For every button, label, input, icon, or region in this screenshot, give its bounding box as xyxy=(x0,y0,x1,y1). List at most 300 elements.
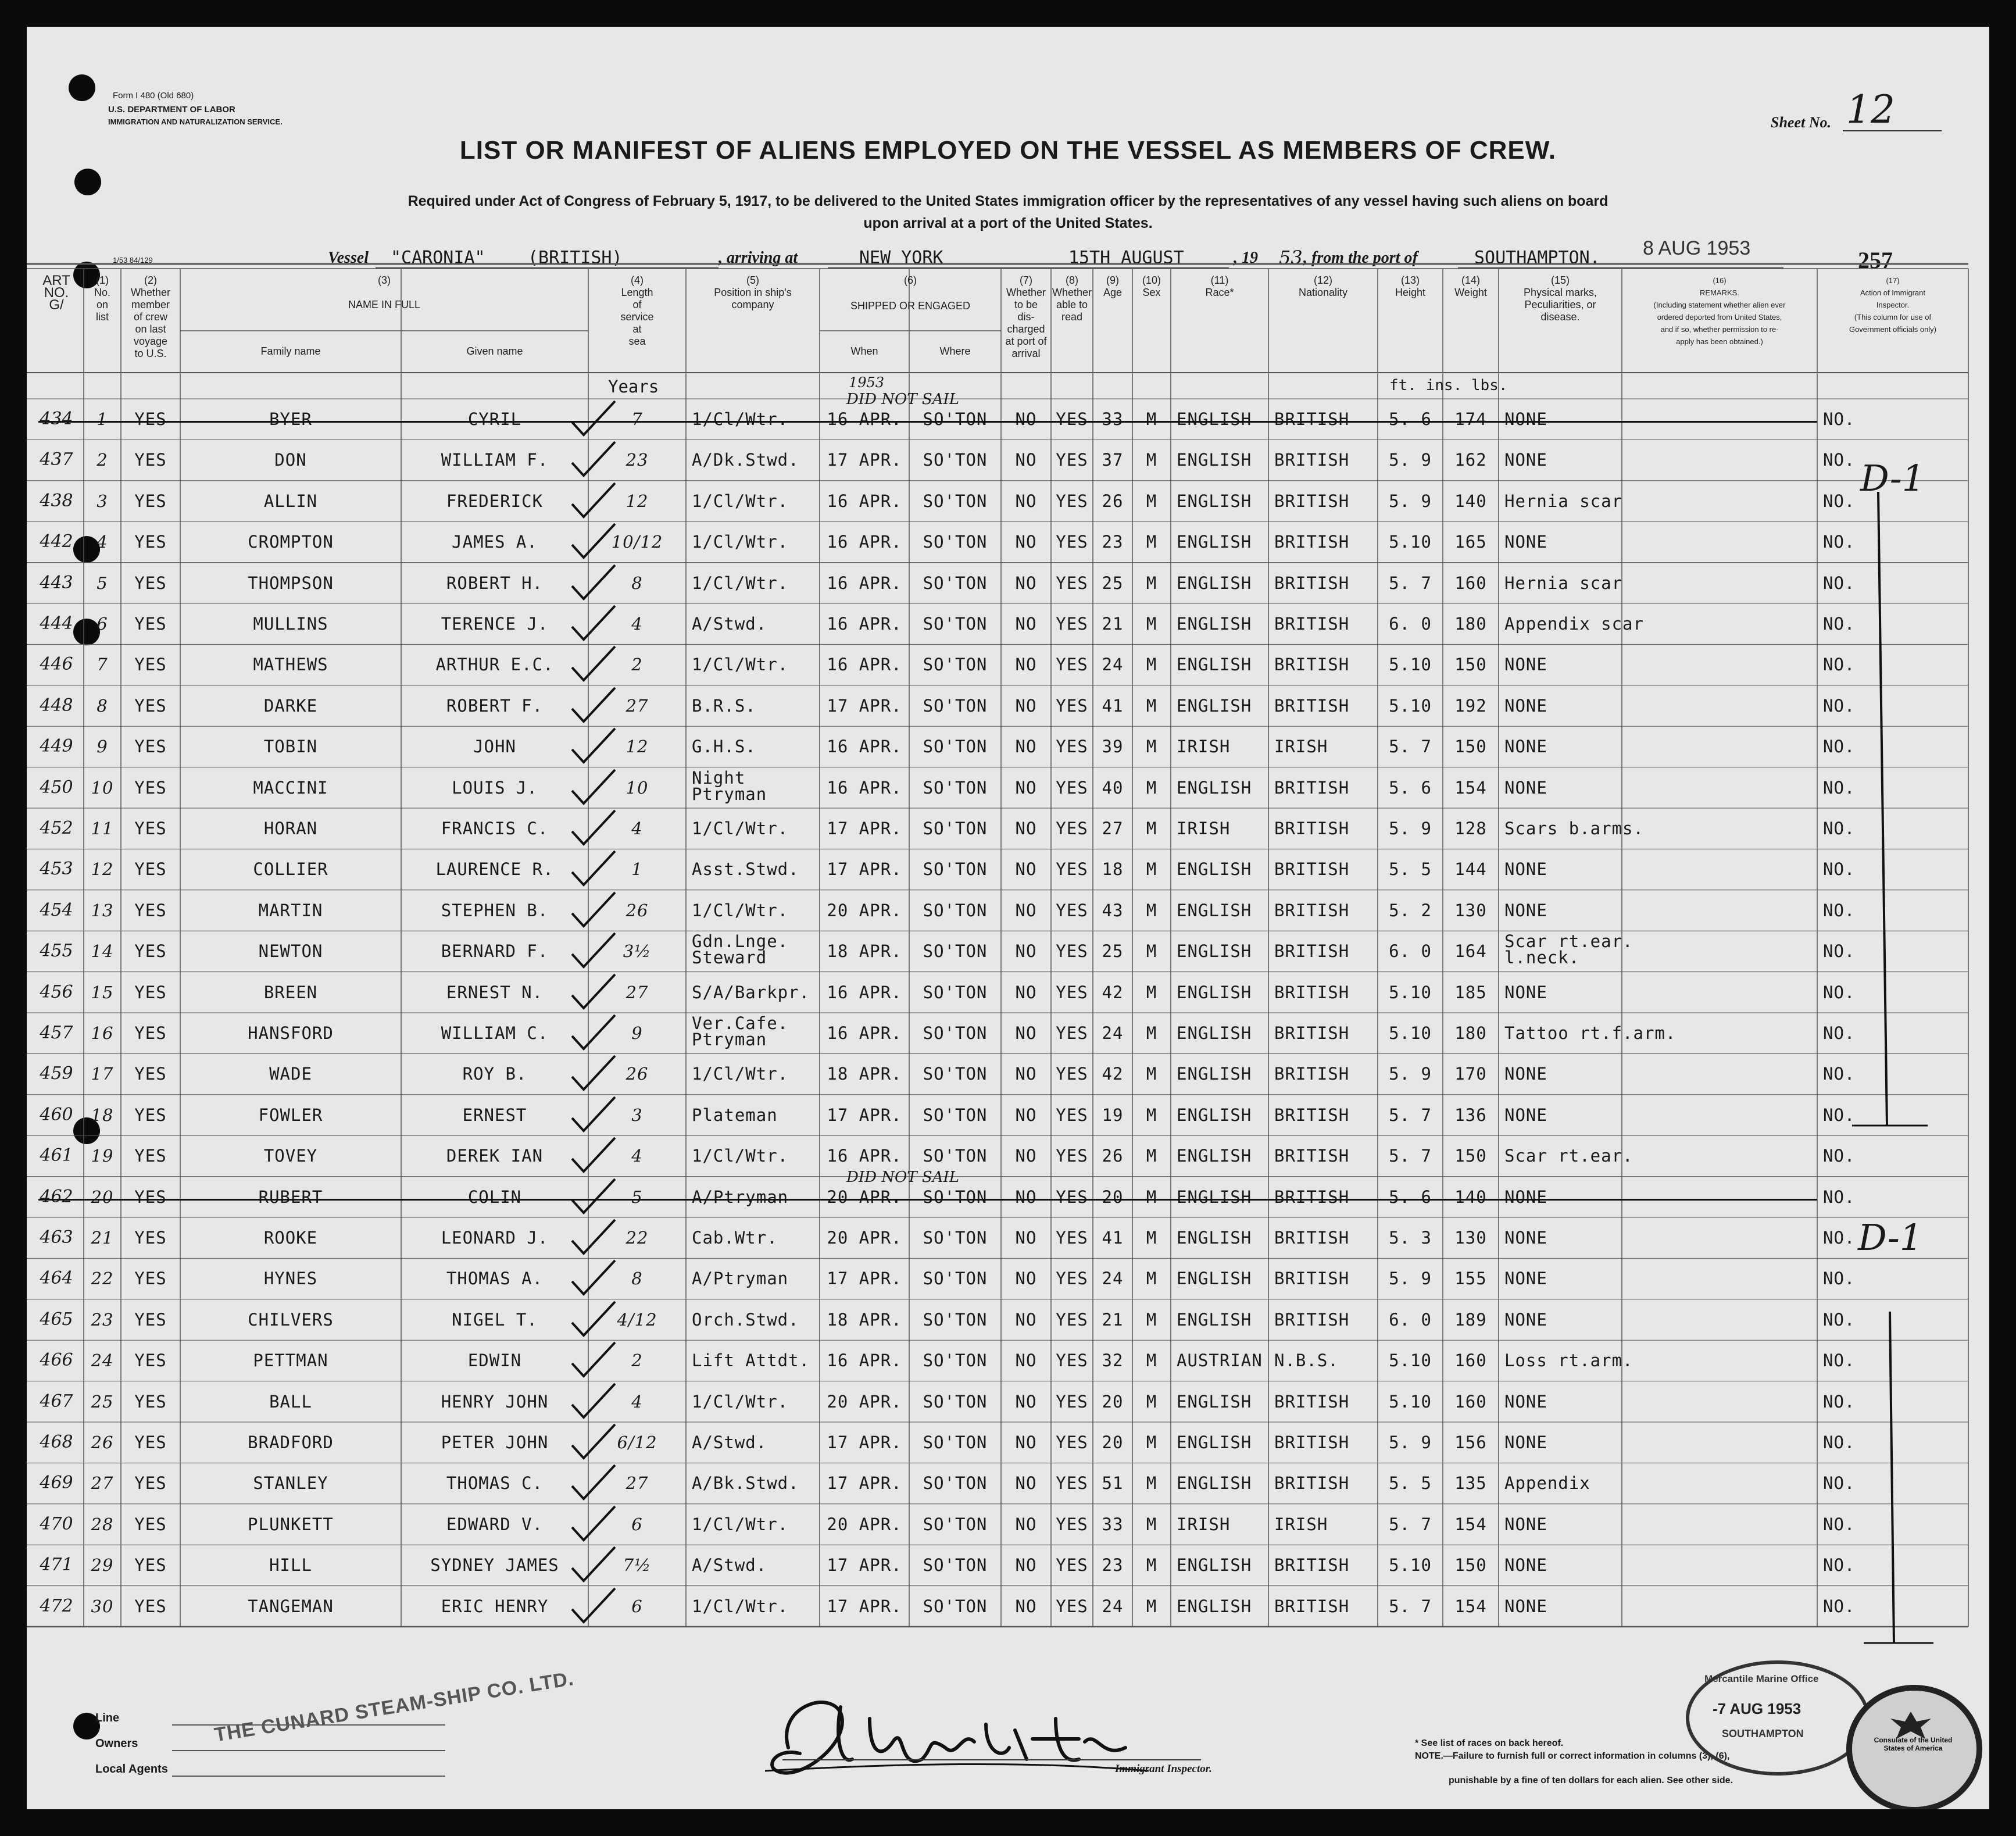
given-name: CYRIL xyxy=(467,409,522,429)
shipped-where: SO'TON xyxy=(923,1269,988,1289)
list-number: 17 xyxy=(91,1064,114,1084)
able-to-read: YES xyxy=(1056,573,1088,593)
arrival-date: 15TH AUGUST xyxy=(1068,248,1184,268)
table-row xyxy=(27,1340,1968,1381)
height: 5. 9 xyxy=(1389,819,1432,838)
family-name: THOMPSON xyxy=(248,573,334,593)
able-to-read: YES xyxy=(1056,1391,1088,1412)
eagle-icon xyxy=(1885,1707,1937,1742)
weight: 154 xyxy=(1454,777,1487,798)
position: Gdn.Lnge. Steward xyxy=(692,931,789,968)
given-name: ROBERT H. xyxy=(446,573,544,593)
able-to-read: YES xyxy=(1056,1514,1088,1534)
shipped-when: 18 APR. xyxy=(827,1309,902,1330)
weight: 128 xyxy=(1454,819,1487,838)
position: A/Stwd. xyxy=(692,1555,767,1576)
length-of-service: 23 xyxy=(625,450,649,470)
art-number: 456 xyxy=(40,981,73,1002)
age: 25 xyxy=(1102,573,1124,593)
header-inspector-action: (17) Action of Immigrant Inspector. (This column for use of Government officials only) xyxy=(1849,276,1937,334)
position: Ver.Cafe. Ptryman xyxy=(692,1013,789,1049)
shipped-where: SO'TON xyxy=(923,1064,988,1084)
length-of-service: 22 xyxy=(625,1228,649,1248)
length-of-service: 2 xyxy=(631,1351,643,1371)
shipped-when: 17 APR. xyxy=(827,1105,902,1125)
art-number: 446 xyxy=(40,654,73,675)
sex: M xyxy=(1146,1514,1157,1534)
last-voyage: YES xyxy=(134,1187,167,1207)
age: 25 xyxy=(1102,941,1124,962)
height: 5.10 xyxy=(1389,1555,1432,1576)
able-to-read: YES xyxy=(1056,1473,1088,1494)
check-icon xyxy=(567,890,620,931)
position: Cab.Wtr. xyxy=(692,1228,778,1248)
age: 24 xyxy=(1102,1596,1124,1616)
nationality: BRITISH xyxy=(1274,1023,1350,1043)
sex: M xyxy=(1146,900,1157,920)
length-of-service: 6/12 xyxy=(617,1433,657,1452)
nationality: BRITISH xyxy=(1274,1187,1350,1207)
check-icon xyxy=(567,603,620,644)
given-name: LOUIS J. xyxy=(452,777,538,798)
able-to-read: YES xyxy=(1056,614,1088,634)
shipped-where: SO'TON xyxy=(923,491,988,511)
check-icon xyxy=(567,1095,620,1135)
weight: 154 xyxy=(1454,1514,1487,1534)
art-number: 463 xyxy=(40,1227,73,1248)
race: ENGLISH xyxy=(1177,1391,1252,1412)
age: 41 xyxy=(1102,1228,1124,1248)
sex: M xyxy=(1146,532,1157,552)
check-icon xyxy=(567,563,620,603)
header-position: (5) Position in ship's company xyxy=(714,274,792,310)
length-of-service: 4/12 xyxy=(617,1309,657,1330)
last-voyage: YES xyxy=(134,1351,167,1371)
art-number: 472 xyxy=(40,1595,73,1616)
length-of-service: 27 xyxy=(625,695,649,716)
race: ENGLISH xyxy=(1177,1187,1252,1207)
last-voyage: YES xyxy=(134,614,167,634)
weight: 180 xyxy=(1454,1023,1487,1043)
company-stamp: THE CUNARD STEAM-SHIP CO. LTD. xyxy=(213,1667,576,1746)
last-voyage: YES xyxy=(134,409,167,429)
check-icon xyxy=(567,1053,620,1094)
sex: M xyxy=(1146,1228,1157,1248)
able-to-read: YES xyxy=(1056,450,1088,470)
length-of-service: 6 xyxy=(631,1596,643,1616)
weight: 170 xyxy=(1454,1064,1487,1084)
shipped-where: SO'TON xyxy=(923,1105,988,1125)
weight: 154 xyxy=(1454,1596,1487,1616)
age: 23 xyxy=(1102,1555,1124,1576)
age: 21 xyxy=(1102,614,1124,634)
shipped-where: SO'TON xyxy=(923,1555,988,1576)
physical-marks: NONE xyxy=(1504,900,1547,920)
check-icon xyxy=(567,767,620,808)
able-to-read: YES xyxy=(1056,900,1088,920)
list-number: 11 xyxy=(91,819,114,838)
shipped-when: 17 APR. xyxy=(827,450,902,470)
table-row xyxy=(27,1422,1968,1463)
to-be-discharged: NO xyxy=(1015,982,1037,1002)
physical-marks: NONE xyxy=(1504,695,1547,716)
position: A/Ptryman xyxy=(692,1269,789,1289)
family-name: BRADFORD xyxy=(248,1433,334,1452)
physical-marks: NONE xyxy=(1504,1228,1547,1248)
sex: M xyxy=(1146,409,1157,429)
list-number: 12 xyxy=(91,859,114,880)
able-to-read: YES xyxy=(1056,777,1088,798)
art-number: 454 xyxy=(40,899,73,920)
check-icon xyxy=(567,521,620,562)
age: 33 xyxy=(1102,409,1124,429)
race: ENGLISH xyxy=(1177,655,1252,675)
physical-marks: NONE xyxy=(1504,1555,1547,1576)
position: 1/Cl/Wtr. xyxy=(692,491,789,511)
age: 19 xyxy=(1102,1105,1124,1125)
inspector-label: Immigrant Inspector. xyxy=(1115,1763,1212,1775)
shipped-when: 16 APR. xyxy=(827,777,902,798)
table-row xyxy=(27,644,1968,685)
to-be-discharged: NO xyxy=(1015,655,1037,675)
position: Asst.Stwd. xyxy=(692,859,799,880)
race: ENGLISH xyxy=(1177,1105,1252,1125)
last-voyage: YES xyxy=(134,1064,167,1084)
sex: M xyxy=(1146,491,1157,511)
check-icon xyxy=(567,1013,620,1053)
physical-marks: Hernia scar xyxy=(1504,491,1623,511)
family-name: PETTMAN xyxy=(253,1351,328,1371)
to-be-discharged: NO xyxy=(1015,1105,1037,1125)
list-number: 26 xyxy=(91,1433,114,1452)
to-be-discharged: NO xyxy=(1015,532,1037,552)
shipped-where: SO'TON xyxy=(923,1596,988,1616)
physical-marks: Scar rt.ear. xyxy=(1504,1146,1633,1166)
family-name: CHILVERS xyxy=(248,1309,334,1330)
table-row xyxy=(27,1586,1968,1627)
shipped-when: 16 APR. xyxy=(827,614,902,634)
last-voyage: YES xyxy=(134,1105,167,1125)
sex: M xyxy=(1146,450,1157,470)
to-be-discharged: NO xyxy=(1015,900,1037,920)
check-icon xyxy=(567,1177,620,1217)
art-number: 467 xyxy=(40,1391,73,1412)
shipped-when: 17 APR. xyxy=(827,819,902,838)
weight: 174 xyxy=(1454,409,1487,429)
family-name: COLLIER xyxy=(253,859,328,880)
nationality: BRITISH xyxy=(1274,1309,1350,1330)
to-be-discharged: NO xyxy=(1015,941,1037,962)
arriving-port: NEW YORK xyxy=(859,248,943,268)
shipped-where: SO'TON xyxy=(923,737,988,757)
height: 5.10 xyxy=(1389,1023,1432,1043)
given-name: ERNEST N. xyxy=(446,982,544,1002)
length-of-service: 8 xyxy=(631,573,643,593)
art-number: 465 xyxy=(40,1309,73,1330)
able-to-read: YES xyxy=(1056,1228,1088,1248)
shipped-where: SO'TON xyxy=(923,1351,988,1371)
nationality: BRITISH xyxy=(1274,982,1350,1002)
inspector-action: NO. xyxy=(1823,1269,1856,1289)
last-voyage: YES xyxy=(134,1309,167,1330)
weight: 130 xyxy=(1454,900,1487,920)
art-number: 461 xyxy=(40,1145,73,1166)
family-name: TOBIN xyxy=(263,737,318,757)
owners-label: Owners xyxy=(95,1737,138,1750)
to-be-discharged: NO xyxy=(1015,1514,1037,1534)
table-row xyxy=(27,1463,1968,1503)
list-number: 15 xyxy=(91,982,114,1002)
family-name: MATHEWS xyxy=(253,655,328,675)
header-remarks: (16) REMARKS. (Including statement whether alien ever ordered deported from United States, and if so, whether permission to re- apply has been obtained.) xyxy=(1653,276,1786,346)
table-row xyxy=(27,767,1968,808)
position: A/Stwd. xyxy=(692,1433,767,1452)
table-row xyxy=(27,1258,1968,1299)
able-to-read: YES xyxy=(1056,1309,1088,1330)
art-number: 449 xyxy=(40,736,73,757)
length-of-service: 26 xyxy=(625,1064,649,1084)
race: ENGLISH xyxy=(1177,982,1252,1002)
list-number: 14 xyxy=(91,941,114,962)
to-be-discharged: NO xyxy=(1015,491,1037,511)
able-to-read: YES xyxy=(1056,1105,1088,1125)
to-be-discharged: NO xyxy=(1015,777,1037,798)
inspector-rule xyxy=(782,1759,1201,1760)
shipped-when: 16 APR. xyxy=(827,491,902,511)
last-voyage: YES xyxy=(134,695,167,716)
sex: M xyxy=(1146,1105,1157,1125)
to-be-discharged: NO xyxy=(1015,1023,1037,1043)
stamp-number: 257 xyxy=(1858,247,1893,273)
weight: 162 xyxy=(1454,450,1487,470)
shipped-where: SO'TON xyxy=(923,982,988,1002)
sex: M xyxy=(1146,1351,1157,1371)
physical-marks: NONE xyxy=(1504,1433,1547,1452)
inspector-action: NO. xyxy=(1823,1555,1856,1576)
list-number: 9 xyxy=(96,737,108,757)
height: 5. 9 xyxy=(1389,491,1432,511)
shipped-where: SO'TON xyxy=(923,695,988,716)
race: ENGLISH xyxy=(1177,573,1252,593)
family-name: PLUNKETT xyxy=(248,1514,334,1534)
length-of-service: 4 xyxy=(631,1146,643,1166)
able-to-read: YES xyxy=(1056,655,1088,675)
shipped-when: 17 APR. xyxy=(827,1596,902,1616)
family-name: STANLEY xyxy=(253,1473,328,1494)
length-of-service: 4 xyxy=(631,1391,643,1412)
race: ENGLISH xyxy=(1177,532,1252,552)
shipped-where: SO'TON xyxy=(923,573,988,593)
family-name: MARTIN xyxy=(258,900,323,920)
position: 1/Cl/Wtr. xyxy=(692,819,789,838)
inspector-action: NO. xyxy=(1823,1391,1856,1412)
last-voyage: YES xyxy=(134,1146,167,1166)
header-race: (11) Race* xyxy=(1205,274,1234,298)
inspector-action: NO. xyxy=(1823,655,1856,675)
physical-marks: Loss rt.arm. xyxy=(1504,1351,1633,1371)
sex: M xyxy=(1146,614,1157,634)
nationality: IRISH xyxy=(1274,1514,1328,1534)
list-number: 29 xyxy=(91,1555,114,1576)
table-row xyxy=(27,391,1968,440)
shipped-when: 20 APR. xyxy=(827,900,902,920)
list-number: 16 xyxy=(91,1023,114,1043)
header-shipped-number: (6) xyxy=(904,274,917,286)
position: Night Ptryman xyxy=(692,767,767,804)
physical-marks: Scar rt.ear. l.neck. xyxy=(1504,931,1633,968)
list-number: 2 xyxy=(96,450,108,470)
position: 1/Cl/Wtr. xyxy=(692,1596,789,1616)
family-name: RUBERT xyxy=(258,1187,323,1207)
shipped-where: SO'TON xyxy=(923,900,988,920)
given-name: JAMES A. xyxy=(452,532,538,552)
height: 5. 6 xyxy=(1389,1187,1432,1207)
age: 42 xyxy=(1102,982,1124,1002)
nationality: BRITISH xyxy=(1274,819,1350,838)
manifest-sheet xyxy=(27,27,1989,1809)
age: 20 xyxy=(1102,1187,1124,1207)
nationality: BRITISH xyxy=(1274,900,1350,920)
length-of-service: 7½ xyxy=(623,1555,652,1576)
height: 5. 7 xyxy=(1389,573,1432,593)
header-able-to-read: (8) Whether able to read xyxy=(1052,274,1092,323)
family-name: BYER xyxy=(269,409,312,429)
physical-marks: NONE xyxy=(1504,1391,1547,1412)
race: ENGLISH xyxy=(1177,900,1252,920)
given-name: DEREK IAN xyxy=(446,1146,544,1166)
physical-marks: NONE xyxy=(1504,450,1547,470)
length-of-service: 10/12 xyxy=(611,532,663,552)
race: IRISH xyxy=(1177,1514,1231,1534)
list-number: 3 xyxy=(96,491,108,511)
consulate-seal-text: Consulate of the United States of America xyxy=(1874,1736,1953,1752)
height: 5.10 xyxy=(1389,532,1432,552)
sex: M xyxy=(1146,1596,1157,1616)
given-name: ROBERT F. xyxy=(446,695,544,716)
nationality: BRITISH xyxy=(1274,573,1350,593)
able-to-read: YES xyxy=(1056,1596,1088,1616)
shipped-when: 16 APR. xyxy=(827,1146,902,1166)
weight: 165 xyxy=(1454,532,1487,552)
weight: 192 xyxy=(1454,695,1487,716)
position: Orch.Stwd. xyxy=(692,1309,799,1330)
shipped-when: 16 APR. xyxy=(827,573,902,593)
header-family-name: Family name xyxy=(260,345,321,357)
given-name: NIGEL T. xyxy=(452,1309,538,1330)
given-name: PETER JOHN xyxy=(441,1433,549,1452)
physical-marks: Tattoo rt.f.arm. xyxy=(1504,1023,1677,1043)
shipped-when: 16 APR. xyxy=(827,982,902,1002)
header-art-no: ART NO. G/ xyxy=(42,273,70,313)
art-number: 470 xyxy=(40,1513,73,1534)
height: 5.10 xyxy=(1389,655,1432,675)
sex: M xyxy=(1146,1555,1157,1576)
shipped-when: 18 APR. xyxy=(827,941,902,962)
height: 5. 6 xyxy=(1389,777,1432,798)
shipped-where: SO'TON xyxy=(923,777,988,798)
height: 5. 7 xyxy=(1389,1514,1432,1534)
shipped-where: SO'TON xyxy=(923,819,988,838)
table-row xyxy=(27,521,1968,562)
position: B.R.S. xyxy=(692,695,756,716)
length-of-service: 3½ xyxy=(623,941,652,962)
able-to-read: YES xyxy=(1056,491,1088,511)
age: 26 xyxy=(1102,1146,1124,1166)
race: ENGLISH xyxy=(1177,1064,1252,1084)
table-row xyxy=(27,1168,1968,1217)
vessel-label: Vessel xyxy=(328,249,369,267)
table-row xyxy=(27,440,1968,480)
height: 5.10 xyxy=(1389,1351,1432,1371)
family-name: DON xyxy=(274,450,307,470)
last-voyage: YES xyxy=(134,1514,167,1534)
to-be-discharged: NO xyxy=(1015,1473,1037,1494)
nationality: BRITISH xyxy=(1274,1269,1350,1289)
shipped-where: SO'TON xyxy=(923,859,988,880)
nationality: BRITISH xyxy=(1274,1105,1350,1125)
shipped-where: SO'TON xyxy=(923,1228,988,1248)
sex: M xyxy=(1146,859,1157,880)
physical-marks: NONE xyxy=(1504,1596,1547,1616)
height: 5. 7 xyxy=(1389,1105,1432,1125)
header-weight: (14) Weight xyxy=(1454,274,1487,298)
height: 5. 7 xyxy=(1389,737,1432,757)
length-of-service: 8 xyxy=(631,1269,643,1289)
shipped-when: 16 APR. xyxy=(827,1351,902,1371)
header-physical-marks: (15) Physical marks, Peculiarities, or disease. xyxy=(1523,274,1597,323)
check-icon xyxy=(567,440,620,480)
to-be-discharged: NO xyxy=(1015,1187,1037,1207)
inspector-action: NO. xyxy=(1823,859,1856,880)
shipped-where: SO'TON xyxy=(923,1146,988,1166)
shipped-where: SO'TON xyxy=(923,1187,988,1207)
age: 42 xyxy=(1102,1064,1124,1084)
inspector-action: NO. xyxy=(1823,695,1856,716)
given-name: LEONARD J. xyxy=(441,1228,549,1248)
shipped-when: 17 APR. xyxy=(827,695,902,716)
list-number: 7 xyxy=(96,655,108,675)
able-to-read: YES xyxy=(1056,1433,1088,1452)
art-number: 457 xyxy=(40,1023,73,1043)
height: 5. 5 xyxy=(1389,859,1432,880)
table-row xyxy=(27,849,1968,890)
age: 24 xyxy=(1102,655,1124,675)
list-number: 25 xyxy=(91,1391,114,1412)
age: 20 xyxy=(1102,1433,1124,1452)
shipped-when: 16 APR. xyxy=(827,737,902,757)
age: 37 xyxy=(1102,450,1124,470)
art-number: 460 xyxy=(40,1104,73,1125)
table-row xyxy=(27,481,1968,521)
weight: 140 xyxy=(1454,1187,1487,1207)
family-name: DARKE xyxy=(263,695,318,716)
side-code: 1/53 84/129 xyxy=(113,256,153,265)
last-voyage: YES xyxy=(134,819,167,838)
inspector-signature xyxy=(753,1684,1160,1794)
header-sex: (10) Sex xyxy=(1142,274,1161,298)
art-number: 464 xyxy=(40,1268,73,1289)
shipped-when: 17 APR. xyxy=(827,1269,902,1289)
position: 1/Cl/Wtr. xyxy=(692,655,789,675)
shipped-where: SO'TON xyxy=(923,655,988,675)
length-of-service: 4 xyxy=(631,819,643,838)
race: ENGLISH xyxy=(1177,491,1252,511)
header-no-on-list: (1) No. on list xyxy=(94,274,110,323)
race: IRISH xyxy=(1177,737,1231,757)
last-voyage: YES xyxy=(134,1228,167,1248)
able-to-read: YES xyxy=(1056,819,1088,838)
nationality: N.B.S. xyxy=(1274,1351,1339,1371)
